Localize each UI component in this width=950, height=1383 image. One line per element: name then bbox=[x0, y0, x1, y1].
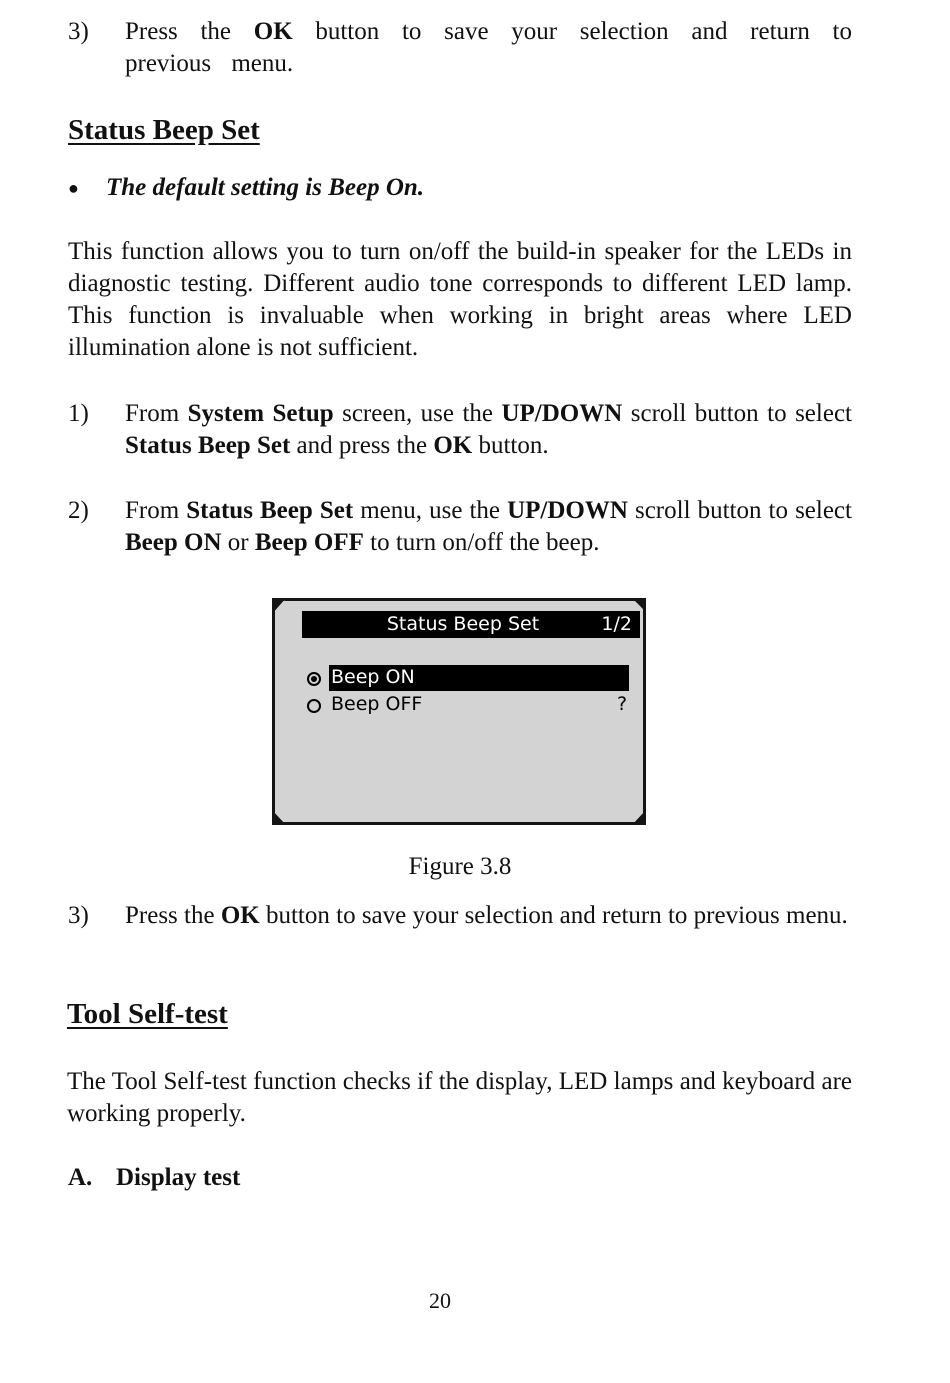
screen-title-bar bbox=[302, 611, 640, 638]
screen-page-indicator: 1/2 bbox=[601, 613, 632, 635]
screen-title: Status Beep Set bbox=[386, 613, 540, 635]
option-label: Beep OFF bbox=[331, 693, 423, 715]
help-mark: ? bbox=[617, 693, 628, 715]
device-screen-figure bbox=[272, 598, 646, 825]
step-text: Press the OK button to save your selection and return to previous menu. bbox=[125, 18, 852, 77]
step-number: 3) bbox=[68, 18, 89, 45]
subheading-text: Display test bbox=[116, 1164, 241, 1191]
step-number: 2) bbox=[68, 497, 89, 524]
option-beep-on[interactable] bbox=[307, 665, 629, 691]
option-beep-off[interactable] bbox=[307, 692, 629, 718]
figure-caption: Figure 3.8 bbox=[408, 853, 512, 880]
step-3 bbox=[68, 900, 852, 932]
section-heading-status-beep-set: Status Beep Set bbox=[68, 114, 260, 146]
status-beep-description: This function allows you to turn on/off the build-in speaker for the LEDs in diagnostic testing. Different audio tone corresponds to different LED lamp. This function is invaluable when working in bright areas where LED illumination alone is not sufficient. bbox=[68, 238, 852, 361]
subheading-label: A. bbox=[68, 1164, 93, 1191]
radio-empty-icon bbox=[307, 699, 321, 713]
page-number: 20 bbox=[429, 1288, 451, 1313]
option-label: Beep ON bbox=[331, 666, 415, 688]
step-text: Press the OK button to save your selection and return to previous menu. bbox=[125, 902, 848, 929]
top-step-3 bbox=[68, 16, 852, 80]
radio-selected-icon bbox=[307, 672, 321, 686]
bullet-text: The default setting is Beep On. bbox=[106, 174, 425, 201]
step-text: From Status Beep Set menu, use the UP/DOWN scroll button to select Beep ON or Beep OFF to turn on/off the beep. bbox=[125, 497, 852, 556]
bullet-glyph: ● bbox=[68, 178, 79, 198]
step-1 bbox=[68, 398, 852, 462]
section-heading-tool-self-test: Tool Self-test bbox=[67, 998, 228, 1030]
step-text: From System Setup screen, use the UP/DOWN scroll button to select Status Beep Set and press the OK button. bbox=[125, 400, 852, 459]
step-number: 3) bbox=[68, 902, 89, 929]
step-2 bbox=[68, 495, 852, 559]
tool-self-test-description: The Tool Self-test function checks if the display, LED lamps and keyboard are working properly. bbox=[67, 1068, 852, 1127]
step-number: 1) bbox=[68, 400, 89, 427]
